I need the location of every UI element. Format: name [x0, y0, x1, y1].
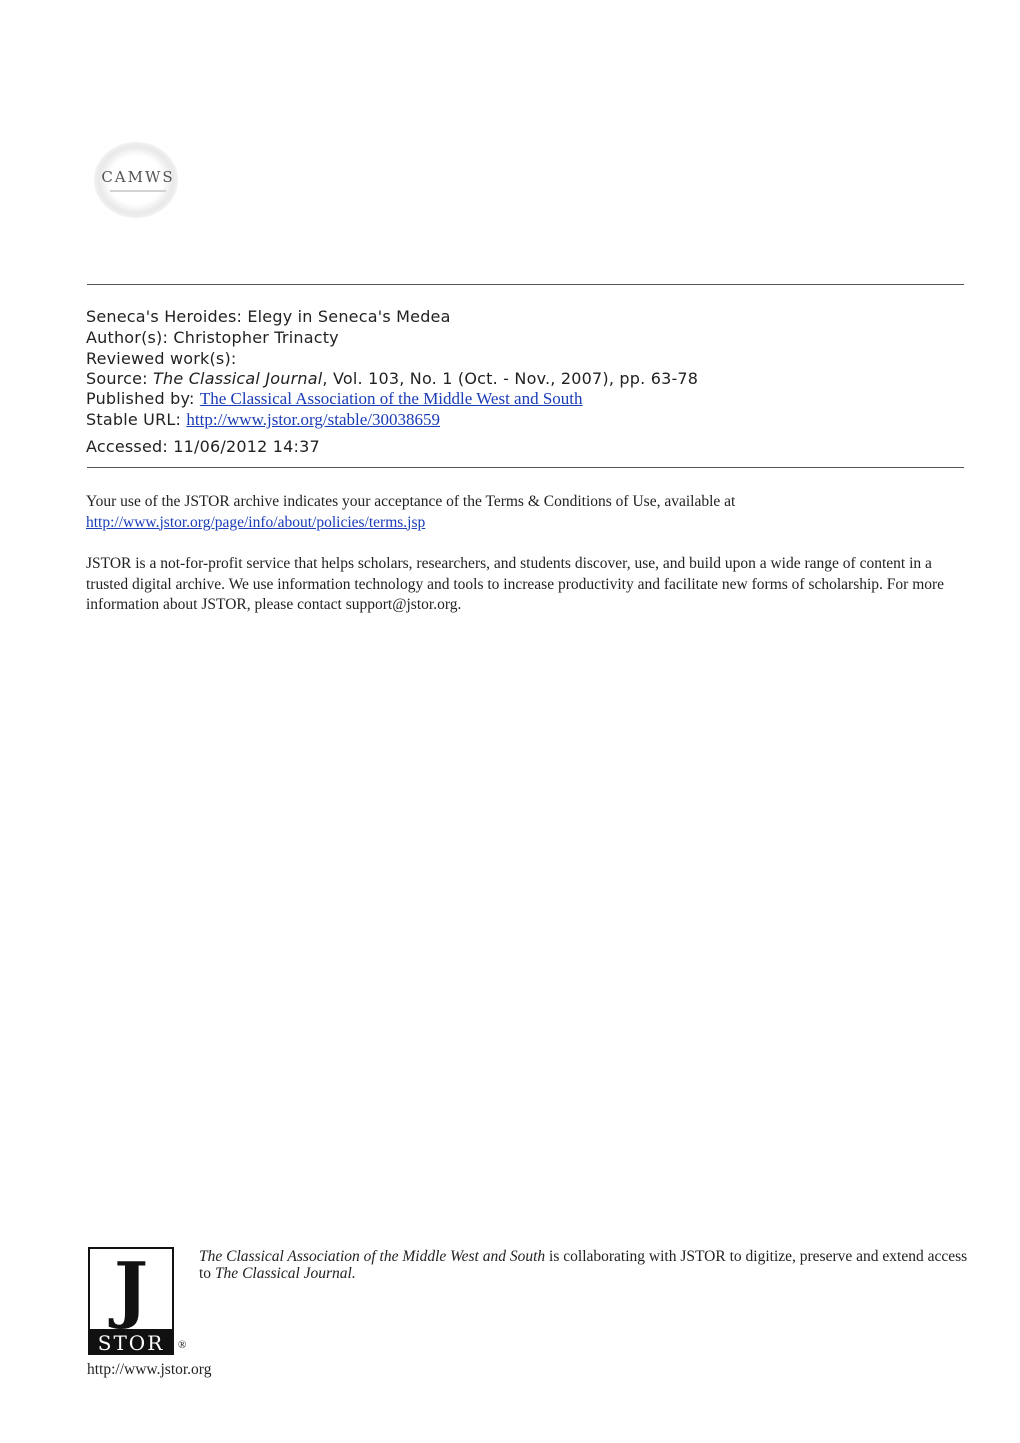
source-journal: The Classical Journal — [153, 369, 323, 388]
bottom-divider — [87, 467, 964, 468]
source-details: , Vol. 103, No. 1 (Oct. - Nov., 2007), pp. 63-78 — [322, 369, 699, 388]
publisher-link[interactable]: The Classical Association of the Middle West and South — [199, 389, 583, 408]
reviewed-works-line: Reviewed work(s): — [86, 349, 237, 368]
article-title: Seneca's Heroides: Elegy in Seneca's Medea — [86, 307, 451, 326]
logo-subline — [110, 190, 166, 192]
jstor-logo-letter: J — [113, 1246, 149, 1331]
jstor-logo-frame — [88, 1247, 174, 1331]
stable-url-link[interactable]: http://www.jstor.org/stable/30038659 — [186, 410, 440, 429]
accessed-line: Accessed: 11/06/2012 14:37 — [86, 437, 320, 456]
top-divider — [87, 284, 964, 285]
terms-paragraph — [86, 492, 966, 533]
logo-text: CAMWS — [101, 168, 175, 186]
jstor-logo-wordmark: STOR — [88, 1331, 174, 1355]
jstor-logo — [88, 1247, 200, 1357]
collaboration-note — [199, 1248, 969, 1282]
published-label: Published by: — [86, 389, 195, 408]
stable-url-line — [86, 410, 440, 430]
footer-middle-text: is collaborating with JSTOR to digitize, preserve and extend access to — [199, 1248, 968, 1282]
jstor-home-url[interactable]: http://www.jstor.org — [87, 1361, 212, 1378]
about-paragraph: JSTOR is a not-for-profit service that helps scholars, researchers, and students discover, use, and build upon a wide range of content in a trusted digital archive. We use information technology and tools to increase productivity and facilitate new forms of scholarship. For more information about JSTOR, please contact support@jstor.org. — [86, 555, 945, 613]
terms-text: Your use of the JSTOR archive indicates your acceptance of the Terms & Conditions of Use, available at — [86, 493, 736, 510]
stable-url-label: Stable URL: — [86, 410, 182, 429]
footer-publisher: The Classical Association of the Middle West and South — [199, 1248, 546, 1265]
source-line — [86, 369, 698, 388]
published-by-line — [86, 389, 583, 409]
camws-logo — [88, 140, 188, 220]
footer-journal: The Classical Journal. — [214, 1265, 356, 1282]
author-line: Author(s): Christopher Trinacty — [86, 328, 339, 347]
terms-link[interactable]: http://www.jstor.org/page/info/about/policies/terms.jsp — [86, 513, 426, 531]
registered-mark: ® — [178, 1339, 187, 1351]
source-label: Source: — [86, 369, 148, 388]
